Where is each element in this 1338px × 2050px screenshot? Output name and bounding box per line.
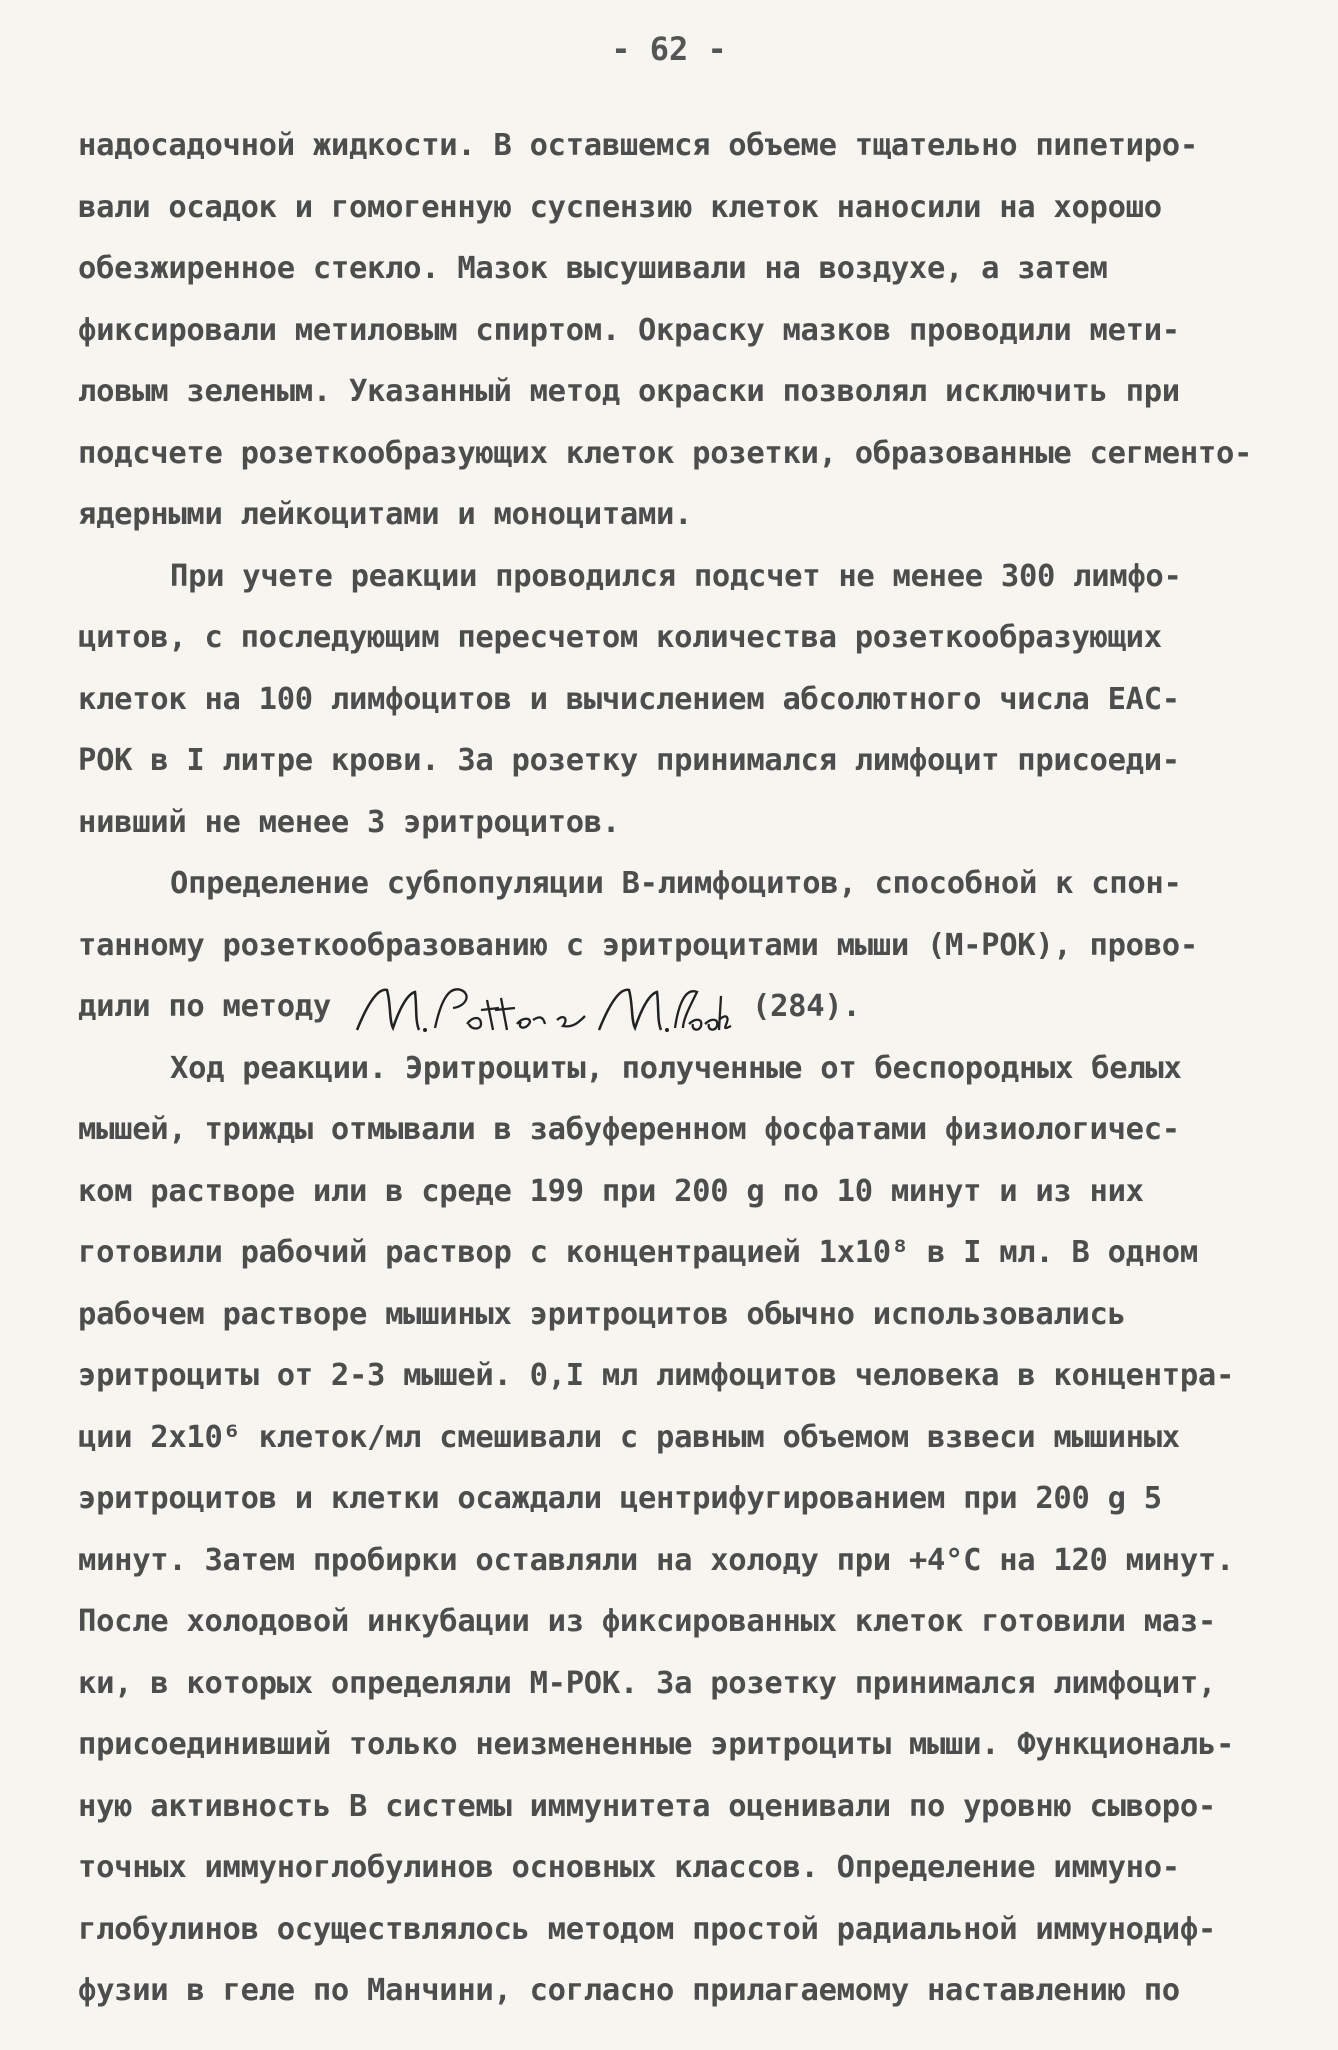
text-line: После холодовой инкубации из фиксированных клеток готовили маз- — [78, 1604, 1216, 1639]
text-line: цитов, с последующим пересчетом количества розеткообразующих — [78, 620, 1162, 655]
text-line: ком растворе или в среде 199 при 200 g по 10 минут и из них — [78, 1173, 1144, 1209]
text-line: обезжиренное стекло. Мазок высушивали на воздухе, а затем — [78, 251, 1108, 286]
text-line: При учете реакции проводился подсчет не менее 300 лимфо- — [170, 558, 1182, 594]
text-line: ции 2x10⁶ клеток/мл смешивали с равным объемом взвеси мышиных — [78, 1419, 1180, 1455]
text-line: Определение субпопуляции В-лимфоцитов, способной к спон- — [170, 866, 1182, 901]
text-line: клеток на 100 лимфоцитов и вычислением абсолютного числа ЕАС- — [78, 681, 1180, 717]
text-line-with-handwriting — [78, 976, 1288, 1038]
text-line: танному розеткообразованию с эритроцитами мыши (М-РОК), прово- — [78, 927, 1198, 963]
text-line: эритроцитов и клетки осаждали центрифугированием при 200 g 5 — [78, 1481, 1162, 1516]
text-line: минут. Затем пробирки оставляли на холоду при +4°С на 120 минут. — [78, 1542, 1235, 1578]
text-line: вали осадок и гомогенную суспензию клеток наносили на хорошо — [78, 189, 1162, 225]
text-line: рабочем растворе мышиных эритроцитов обычно использовались — [78, 1296, 1126, 1332]
text-line: мышей, трижды отмывали в забуференном фосфатами физиологичес- — [78, 1112, 1180, 1147]
text-line: ловым зеленым. Указанный метод окраски позволял исключить при — [78, 374, 1180, 409]
text-line: подсчете розеткообразующих клеток розетки, образованные сегменто- — [78, 435, 1253, 471]
text-line: ядерными лейкоцитами и моноцитами. — [78, 497, 693, 532]
citation-number: (284). — [752, 989, 861, 1024]
handwritten-citation — [349, 980, 734, 1036]
text-line: фузии в геле по Манчини, согласно прилагаемому наставлению по — [78, 1973, 1180, 2008]
text-line: присоединивший только неизмененные эритроциты мыши. Функциональ- — [78, 1727, 1235, 1762]
text-line: ную активность В системы иммунитета оценивали по уровню сыворо- — [78, 1788, 1216, 1824]
text-line: готовили рабочий раствор с концентрацией 1x10⁸ в I мл. В одном — [78, 1235, 1198, 1270]
body-text — [78, 115, 1288, 2022]
text-line: нивший не менее 3 эритроцитов. — [78, 804, 620, 840]
text-fragment: дили по методу — [78, 989, 331, 1024]
text-line: надосадочной жидкости. В оставшемся объеме тщательно пипетиро- — [78, 128, 1198, 163]
text-line: Ход реакции. Эритроциты, полученные от беспородных белых — [170, 1050, 1182, 1086]
page-number: - 62 - — [611, 30, 727, 68]
text-line: ки, в которых определяли М-РОК. За розетку принимался лимфоцит, — [78, 1665, 1216, 1701]
text-line: глобулинов осуществлялось методом простой радиальной иммунодиф- — [78, 1911, 1216, 1947]
text-line: РОК в I литре крови. За розетку принимался лимфоцит присоеди- — [78, 743, 1180, 778]
text-line: эритроциты от 2-3 мышей. 0,I мл лимфоцитов человека в концентра- — [78, 1358, 1235, 1393]
text-line: точных иммуноглобулинов основных классов. Определение иммуно- — [78, 1850, 1180, 1885]
text-line: фиксировали метиловым спиртом. Окраску мазков проводили мети- — [78, 312, 1180, 348]
